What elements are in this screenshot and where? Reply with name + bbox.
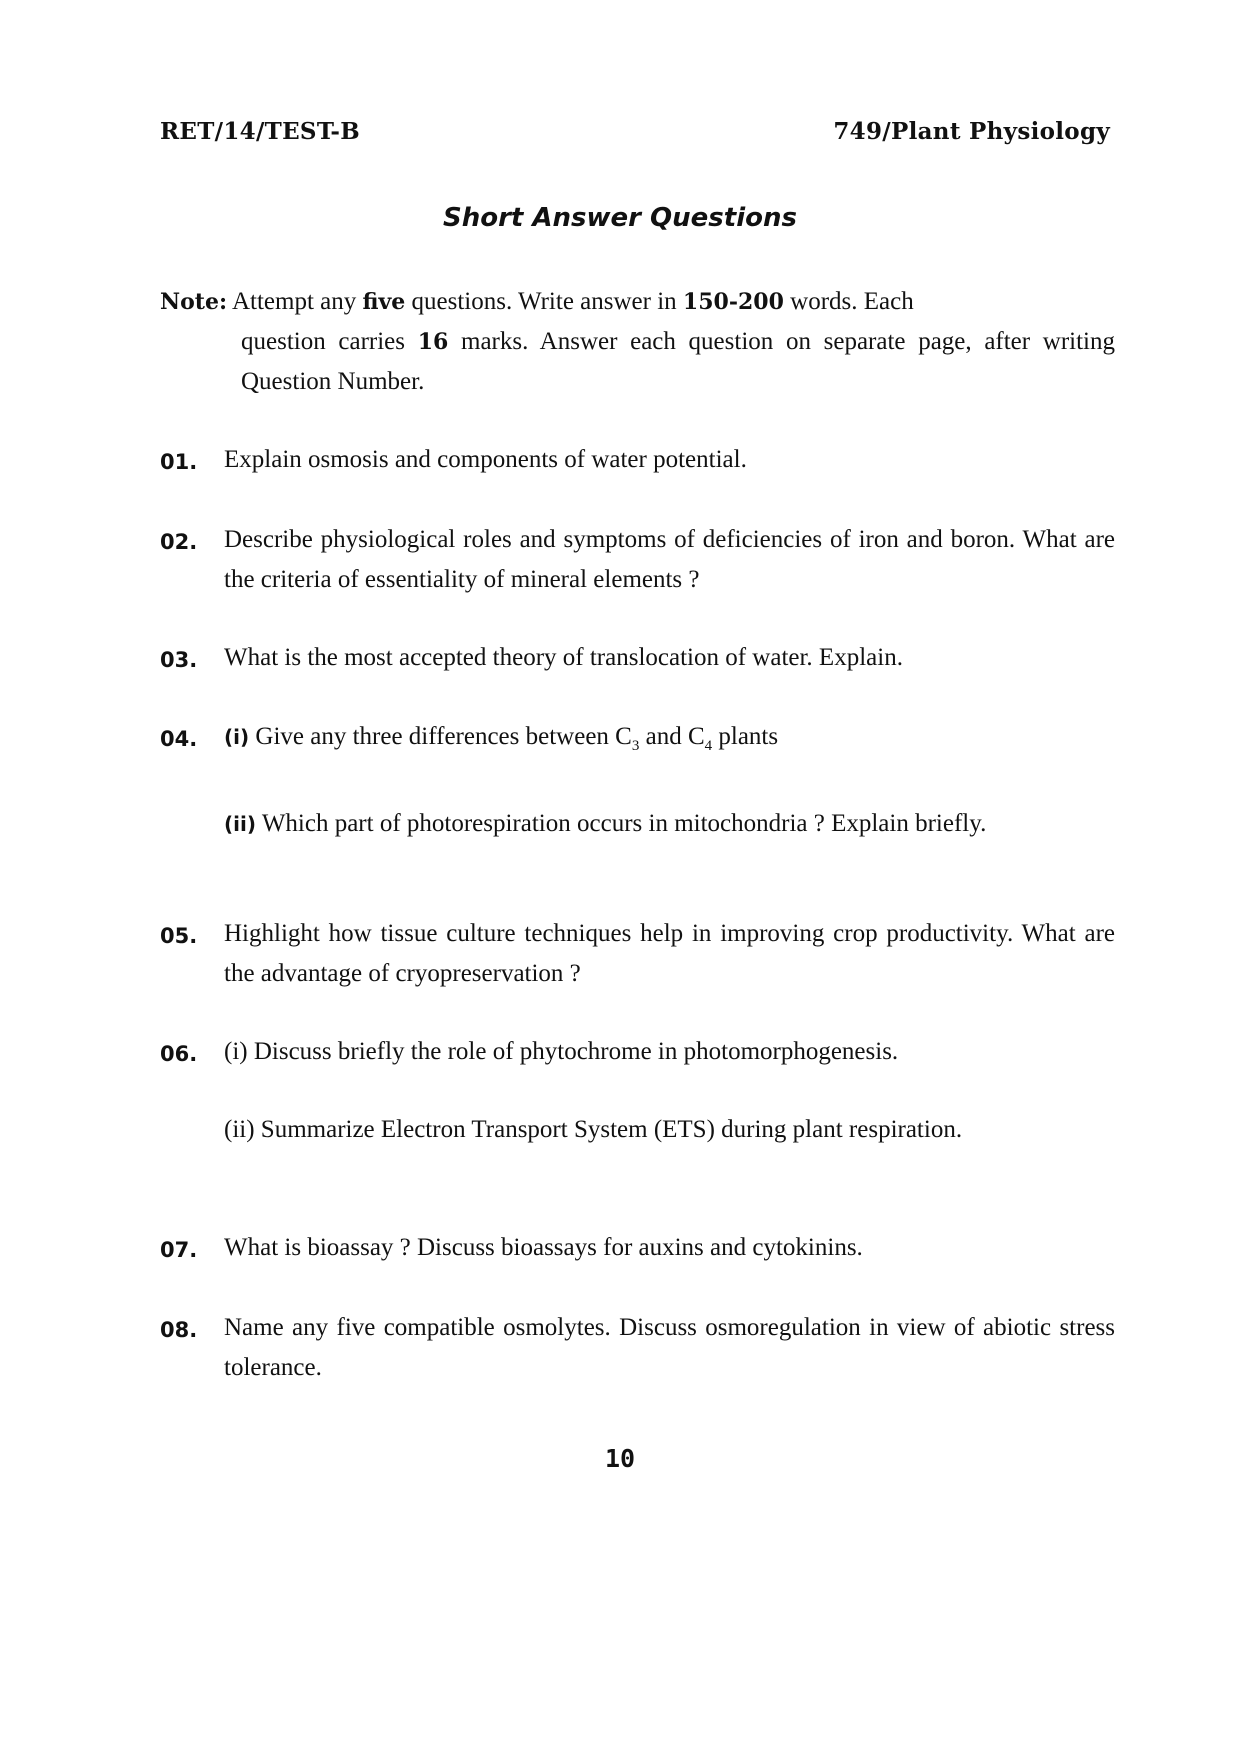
question-text: Describe physiological roles and symptoms of deficiencies of iron and boron. What are the criteria of essentiality of mineral elements ? (224, 526, 1115, 593)
question-item (160, 1228, 1115, 1268)
question-item (160, 1032, 1115, 1150)
question-number: 05. (160, 924, 198, 948)
question-text: What is the most accepted theory of translocation of water. Explain. (224, 644, 903, 671)
sub-question-text: Summarize Electron Transport System (ETS) during plant respiration. (260, 1116, 963, 1143)
question-item (160, 1308, 1115, 1388)
sub-question (224, 1110, 1115, 1150)
question-number: 02. (160, 530, 198, 554)
note-label: Note: (160, 289, 228, 315)
question-number: 07. (160, 1238, 198, 1262)
instructions-note (160, 282, 1115, 402)
question-number: 01. (160, 450, 198, 474)
note-text: Attempt any (231, 288, 357, 315)
sub-question-marker: (i) (224, 725, 250, 749)
question-item (160, 638, 1115, 678)
note-emphasis: 16 (417, 329, 449, 355)
question-text: Name any five compatible osmolytes. Discuss osmoregulation in view of abiotic stress tolerance. (224, 1314, 1115, 1381)
question-text: Highlight how tissue culture techniques help in improving crop productivity. What are the advantage of cryopreservation ? (224, 920, 1115, 987)
question-number: 04. (160, 727, 198, 751)
question-number: 06. (160, 1042, 198, 1066)
question-text: Explain osmosis and components of water potential. (224, 446, 747, 473)
subscript: 4 (704, 738, 713, 754)
question-item (160, 717, 1115, 844)
subscript: 3 (631, 738, 640, 754)
sub-question (224, 804, 1115, 844)
note-emphasis: five (362, 289, 406, 315)
question-number: 08. (160, 1318, 198, 1342)
sub-question (224, 717, 1115, 766)
question-item (160, 914, 1115, 994)
page-number: 10 (604, 1444, 636, 1473)
question-item (160, 520, 1115, 600)
subject-code: 749/Plant Physiology (833, 118, 1110, 145)
question-number: 03. (160, 648, 198, 672)
paper-code: RET/14/TEST-B (160, 118, 361, 145)
question-text: What is bioassay ? Discuss bioassays for auxins and cytokinins. (224, 1234, 863, 1261)
note-text: questions. Write answer in (411, 288, 677, 315)
note-text: marks. Answer each question on separate page, after writing Question Number. (241, 328, 1115, 395)
section-title: Short Answer Questions (443, 203, 797, 233)
sub-question-text: Discuss briefly the role of phytochrome in photomorphogenesis. (253, 1038, 899, 1065)
sub-question-marker: (ii) (224, 1116, 255, 1143)
note-emphasis: 150-200 (682, 289, 784, 315)
sub-question-text: Which part of photorespiration occurs in mitochondria ? Explain briefly. (261, 810, 987, 837)
sub-question-text: and C (645, 723, 705, 750)
note-text: words. Each (790, 288, 914, 315)
sub-question-text: Give any three differences between C (255, 723, 632, 750)
question-item (160, 440, 1115, 480)
sub-question (224, 1032, 1115, 1072)
sub-question-text: plants (718, 723, 779, 750)
sub-question-marker: (i) (224, 1038, 248, 1065)
sub-question-marker: (ii) (224, 812, 256, 836)
note-text: question carries (241, 328, 406, 355)
